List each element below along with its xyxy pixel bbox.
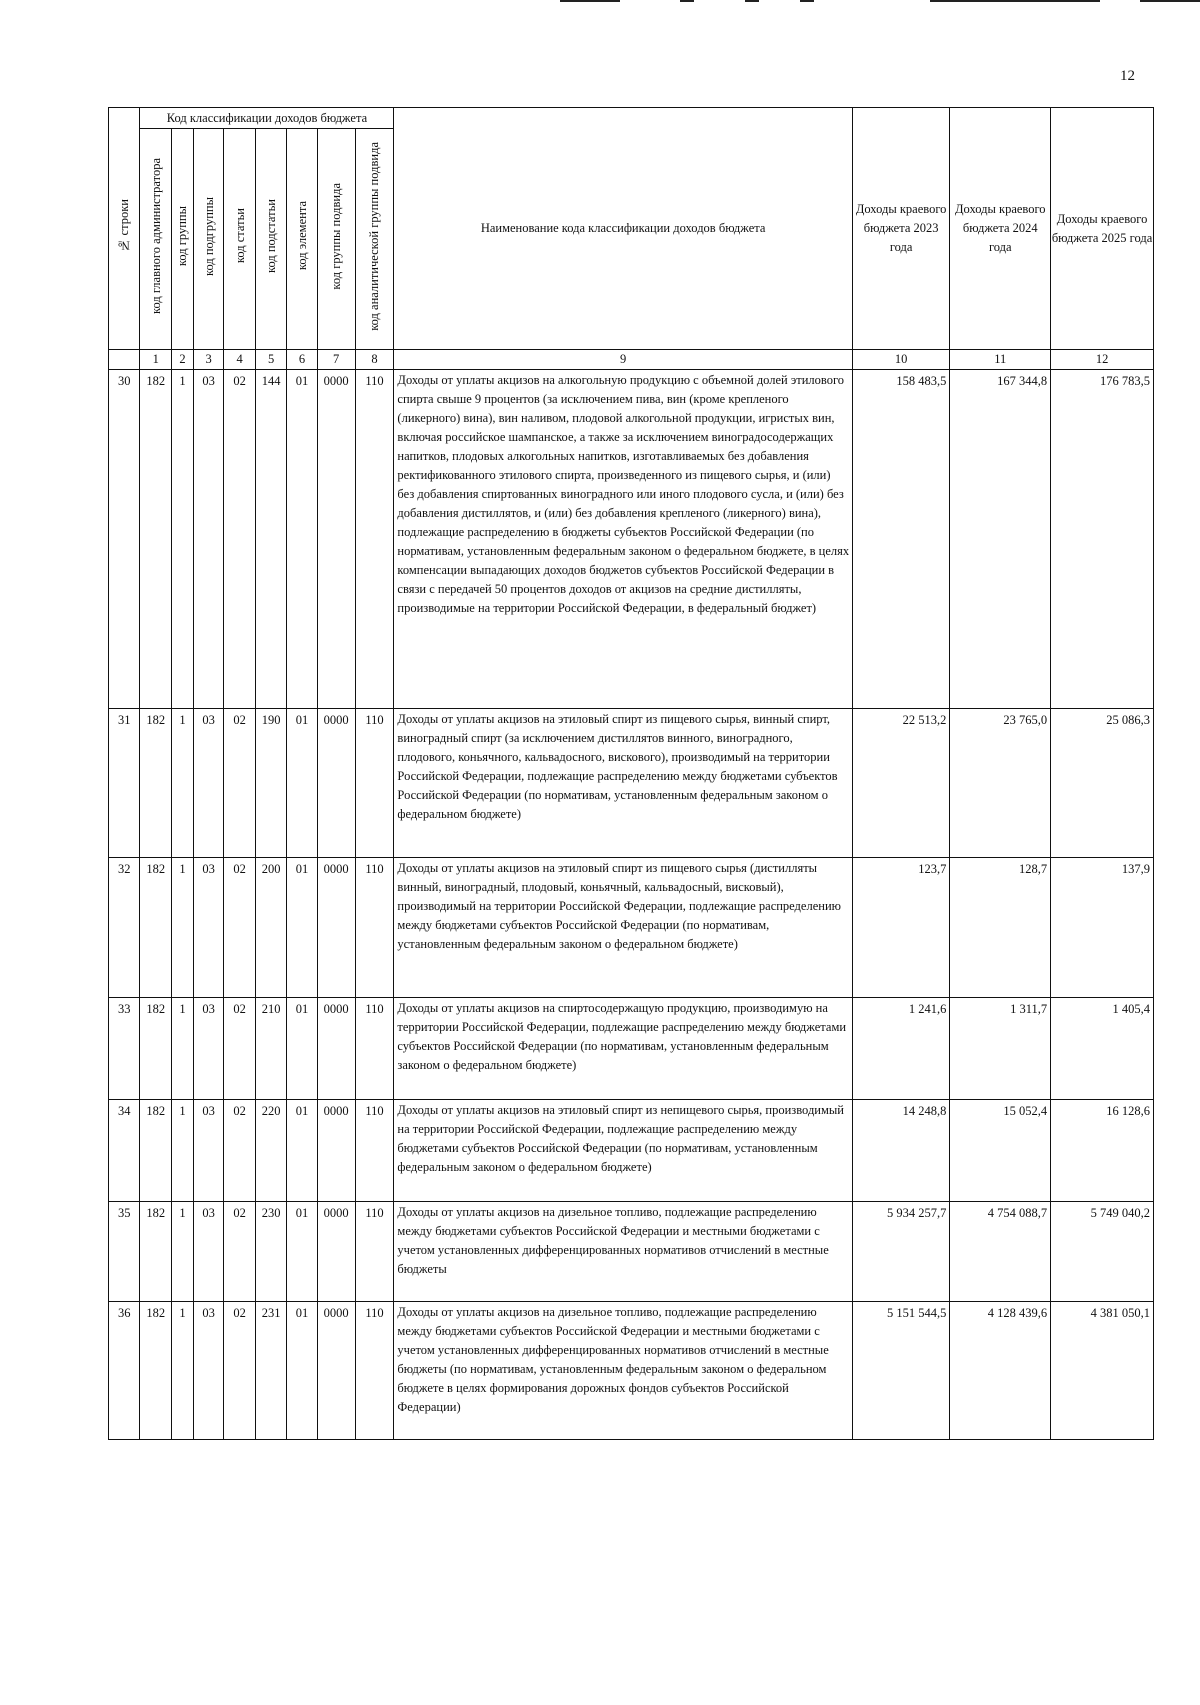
cell-group-code: 1 xyxy=(171,1302,193,1440)
cell-group-code: 1 xyxy=(171,1202,193,1302)
cell-value-2025: 176 783,5 xyxy=(1051,370,1154,709)
cell-group-code: 1 xyxy=(171,858,193,998)
cell-value-2025: 5 749 040,2 xyxy=(1051,1202,1154,1302)
scan-artifact-line xyxy=(1140,0,1200,2)
cell-row-number: 32 xyxy=(109,858,140,998)
column-number: 11 xyxy=(950,350,1051,370)
column-number xyxy=(109,350,140,370)
cell-value-2023: 5 934 257,7 xyxy=(852,1202,950,1302)
table-row xyxy=(109,1100,1154,1202)
column-number: 9 xyxy=(394,350,852,370)
header-year-2023: Доходы краевого бюджета 2023 года xyxy=(852,108,950,350)
cell-subtype-code: 0000 xyxy=(317,1202,355,1302)
column-number: 3 xyxy=(193,350,223,370)
cell-element-code: 01 xyxy=(287,1100,317,1202)
cell-value-2025: 25 086,3 xyxy=(1051,709,1154,858)
cell-row-number: 36 xyxy=(109,1302,140,1440)
table-row xyxy=(109,998,1154,1100)
cell-value-2023: 14 248,8 xyxy=(852,1100,950,1202)
column-number: 4 xyxy=(224,350,255,370)
budget-revenue-table xyxy=(108,107,1154,1440)
scan-artifact-line xyxy=(930,0,1100,2)
cell-analytic-code: 110 xyxy=(355,1302,394,1440)
cell-value-2024: 167 344,8 xyxy=(950,370,1051,709)
header-code-column: код статьи xyxy=(224,129,255,350)
scan-artifact-line xyxy=(680,0,694,2)
cell-value-2024: 4 754 088,7 xyxy=(950,1202,1051,1302)
cell-admin-code: 182 xyxy=(140,998,171,1100)
cell-value-2024: 15 052,4 xyxy=(950,1100,1051,1202)
cell-subgroup-code: 03 xyxy=(193,1100,223,1202)
cell-group-code: 1 xyxy=(171,998,193,1100)
cell-subtype-code: 0000 xyxy=(317,858,355,998)
table-row xyxy=(109,370,1154,709)
cell-subtype-code: 0000 xyxy=(317,1100,355,1202)
cell-value-2024: 4 128 439,6 xyxy=(950,1302,1051,1440)
header-row-number: № строки xyxy=(109,108,140,350)
scan-artifact-line xyxy=(745,0,759,2)
cell-row-number: 34 xyxy=(109,1100,140,1202)
cell-value-2025: 1 405,4 xyxy=(1051,998,1154,1100)
cell-element-code: 01 xyxy=(287,1202,317,1302)
cell-subgroup-code: 03 xyxy=(193,1302,223,1440)
table-body xyxy=(109,370,1154,1440)
column-number: 10 xyxy=(852,350,950,370)
cell-analytic-code: 110 xyxy=(355,858,394,998)
cell-subarticle-code: 210 xyxy=(255,998,286,1100)
cell-value-2024: 23 765,0 xyxy=(950,709,1051,858)
column-number-row xyxy=(109,350,1154,370)
header-code-column: код подстатьи xyxy=(255,129,286,350)
cell-value-2023: 5 151 544,5 xyxy=(852,1302,950,1440)
header-code-column: код главного администратора xyxy=(140,129,171,350)
cell-value-2024: 128,7 xyxy=(950,858,1051,998)
cell-analytic-code: 110 xyxy=(355,1100,394,1202)
cell-subarticle-code: 190 xyxy=(255,709,286,858)
table-row xyxy=(109,709,1154,858)
scan-artifact-line xyxy=(560,0,620,2)
cell-value-2025: 16 128,6 xyxy=(1051,1100,1154,1202)
table-row xyxy=(109,1202,1154,1302)
cell-subgroup-code: 03 xyxy=(193,370,223,709)
cell-name: Доходы от уплаты акцизов на дизельное топливо, подлежащие распределению между бюджетами субъектов Российской Федерации и местными бюджетами с учетом установленных дифференцированных нормативов отчислений в местные бюджеты (по нормативам, установленным федеральным законом о федеральном бюджете в целях формирования дорожных фондов субъектов Российской Федерации) xyxy=(394,1302,852,1440)
column-number: 12 xyxy=(1051,350,1154,370)
cell-name: Доходы от уплаты акцизов на спиртосодержащую продукцию, производимую на территории Российской Федерации, подлежащие распределению между бюджетами субъектов Российской Федерации (по нормативам, установленным федеральным законом о федеральном бюджете) xyxy=(394,998,852,1100)
cell-subarticle-code: 230 xyxy=(255,1202,286,1302)
column-number: 5 xyxy=(255,350,286,370)
cell-subarticle-code: 200 xyxy=(255,858,286,998)
cell-subtype-code: 0000 xyxy=(317,370,355,709)
cell-element-code: 01 xyxy=(287,998,317,1100)
cell-admin-code: 182 xyxy=(140,709,171,858)
column-number: 2 xyxy=(171,350,193,370)
cell-admin-code: 182 xyxy=(140,370,171,709)
header-code-column: код аналитической группы подвида xyxy=(355,129,394,350)
cell-subgroup-code: 03 xyxy=(193,709,223,858)
cell-analytic-code: 110 xyxy=(355,998,394,1100)
cell-article-code: 02 xyxy=(224,370,255,709)
cell-admin-code: 182 xyxy=(140,1202,171,1302)
header-classification-group: Код классификации доходов бюджета xyxy=(140,108,394,129)
cell-name: Доходы от уплаты акцизов на дизельное топливо, подлежащие распределению между бюджетами субъектов Российской Федерации и местными бюджетами с учетом установленных дифференцированных нормативов отчислений в местные бюджеты xyxy=(394,1202,852,1302)
header-code-column: код группы xyxy=(171,129,193,350)
cell-name: Доходы от уплаты акцизов на алкогольную продукцию с объемной долей этилового спирта свыше 9 процентов (за исключением пива, вин (кроме крепленого (ликерного) вина), вин наливом, плодовой алкогольной продукции, игристых вин, включая российское шампанское, а также за исключением виноградосодержащих напитков, плодовых алкогольных напитков, изготавливаемых без добавления ректификованного этилового спирта, произведенного из пищевого сырья, и (или) без добавления спиртованных виноградного или иного плодового сусла, и (или) без добавления дистиллятов, и (или) без добавления крепленого (ликерного) вина), подлежащие распределению в бюджеты субъектов Российской Федерации (по нормативам, установленным федеральным законом о федеральном бюджете, в целях компенсации выпадающих доходов бюджетов субъектов Российской Федерации в связи с передачей 50 процентов доходов от акцизов на средние дистилляты, производимые на территории Российской Федерации, в федеральный бюджет) xyxy=(394,370,852,709)
cell-element-code: 01 xyxy=(287,1302,317,1440)
cell-admin-code: 182 xyxy=(140,1100,171,1202)
cell-subarticle-code: 220 xyxy=(255,1100,286,1202)
cell-subarticle-code: 231 xyxy=(255,1302,286,1440)
cell-row-number: 30 xyxy=(109,370,140,709)
header-code-column: код группы подвида xyxy=(317,129,355,350)
cell-value-2023: 158 483,5 xyxy=(852,370,950,709)
cell-name: Доходы от уплаты акцизов на этиловый спирт из пищевого сырья (дистилляты винный, виноградный, плодовый, коньячный, кальвадосный, висковый), производимый на территории Российской Федерации, подлежащие распределению между бюджетами субъектов Российской Федерации (по нормативам, установленным федеральным законом о федеральном бюджете) xyxy=(394,858,852,998)
cell-admin-code: 182 xyxy=(140,1302,171,1440)
cell-subtype-code: 0000 xyxy=(317,709,355,858)
scan-artifact-line xyxy=(800,0,814,2)
cell-element-code: 01 xyxy=(287,858,317,998)
cell-article-code: 02 xyxy=(224,1302,255,1440)
cell-article-code: 02 xyxy=(224,1202,255,1302)
column-number: 1 xyxy=(140,350,171,370)
column-number: 8 xyxy=(355,350,394,370)
cell-analytic-code: 110 xyxy=(355,1202,394,1302)
cell-value-2023: 22 513,2 xyxy=(852,709,950,858)
column-number: 7 xyxy=(317,350,355,370)
cell-value-2024: 1 311,7 xyxy=(950,998,1051,1100)
table-row xyxy=(109,1302,1154,1440)
cell-value-2023: 1 241,6 xyxy=(852,998,950,1100)
header-year-2024: Доходы краевого бюджета 2024 года xyxy=(950,108,1051,350)
header-code-column: код подгруппы xyxy=(193,129,223,350)
cell-value-2025: 4 381 050,1 xyxy=(1051,1302,1154,1440)
cell-name: Доходы от уплаты акцизов на этиловый спирт из пищевого сырья, винный спирт, виноградный спирт (за исключением дистиллятов винного, виноградного, плодового, коньячного, кальвадосного, вискового), производимый на территории Российской Федерации, подлежащие распределению между бюджетами субъектов Российской Федерации (по нормативам, установленным федеральным законом о федеральном бюджете) xyxy=(394,709,852,858)
column-number: 6 xyxy=(287,350,317,370)
cell-subtype-code: 0000 xyxy=(317,1302,355,1440)
cell-value-2025: 137,9 xyxy=(1051,858,1154,998)
cell-group-code: 1 xyxy=(171,709,193,858)
cell-article-code: 02 xyxy=(224,858,255,998)
page-number: 12 xyxy=(1120,68,1135,84)
cell-subgroup-code: 03 xyxy=(193,1202,223,1302)
cell-article-code: 02 xyxy=(224,709,255,858)
cell-element-code: 01 xyxy=(287,370,317,709)
cell-subgroup-code: 03 xyxy=(193,998,223,1100)
cell-article-code: 02 xyxy=(224,1100,255,1202)
cell-name: Доходы от уплаты акцизов на этиловый спирт из непищевого сырья, производимый на территории Российской Федерации, подлежащие распределению между бюджетами субъектов Российской Федерации (по нормативам, установленным федеральным законом о федеральном бюджете) xyxy=(394,1100,852,1202)
header-year-2025: Доходы краевого бюджета 2025 года xyxy=(1051,108,1154,350)
table-row xyxy=(109,858,1154,998)
cell-subarticle-code: 144 xyxy=(255,370,286,709)
header-name-column: Наименование кода классификации доходов бюджета xyxy=(394,108,852,350)
cell-row-number: 35 xyxy=(109,1202,140,1302)
table-header xyxy=(109,108,1154,370)
cell-analytic-code: 110 xyxy=(355,370,394,709)
cell-subtype-code: 0000 xyxy=(317,998,355,1100)
header-code-column: код элемента xyxy=(287,129,317,350)
cell-article-code: 02 xyxy=(224,998,255,1100)
cell-value-2023: 123,7 xyxy=(852,858,950,998)
cell-analytic-code: 110 xyxy=(355,709,394,858)
cell-group-code: 1 xyxy=(171,1100,193,1202)
cell-row-number: 33 xyxy=(109,998,140,1100)
cell-element-code: 01 xyxy=(287,709,317,858)
cell-subgroup-code: 03 xyxy=(193,858,223,998)
cell-admin-code: 182 xyxy=(140,858,171,998)
cell-group-code: 1 xyxy=(171,370,193,709)
cell-row-number: 31 xyxy=(109,709,140,858)
